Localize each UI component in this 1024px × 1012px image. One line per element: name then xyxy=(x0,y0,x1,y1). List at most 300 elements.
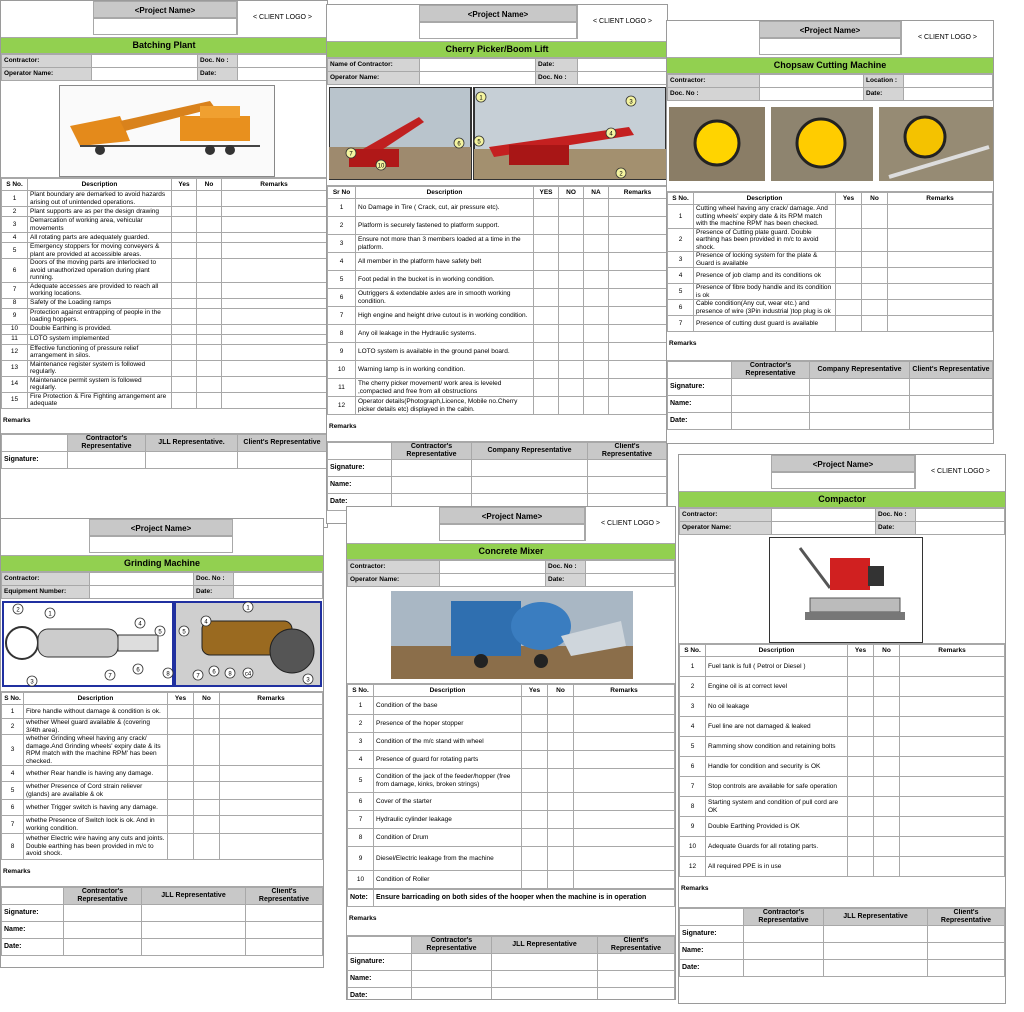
operator-field[interactable] xyxy=(420,72,536,85)
remarks-cell[interactable] xyxy=(574,871,675,889)
check-cell[interactable] xyxy=(584,379,609,397)
check-cell[interactable] xyxy=(534,253,559,271)
remarks-cell[interactable] xyxy=(222,298,327,308)
check-cell[interactable] xyxy=(197,259,222,283)
check-cell[interactable] xyxy=(172,243,197,259)
date-field[interactable] xyxy=(246,939,323,956)
item-number: 10 xyxy=(680,837,706,857)
check-cell[interactable] xyxy=(522,715,548,733)
equipment-label: Equipment Number: xyxy=(2,586,90,599)
check-cell[interactable] xyxy=(534,217,559,235)
remarks-cell[interactable] xyxy=(888,300,993,316)
name-field[interactable] xyxy=(246,922,323,939)
check-cell[interactable] xyxy=(534,379,559,397)
check-cell[interactable] xyxy=(836,228,862,252)
check-cell[interactable] xyxy=(559,253,584,271)
check-cell[interactable] xyxy=(172,334,197,344)
signature-label: Signature: xyxy=(668,379,732,396)
date-field[interactable] xyxy=(910,413,993,430)
date-field[interactable] xyxy=(810,413,910,430)
remarks-cell[interactable] xyxy=(222,308,327,324)
remarks-cell[interactable] xyxy=(574,793,675,811)
check-cell[interactable] xyxy=(197,233,222,243)
check-cell[interactable] xyxy=(584,199,609,217)
remarks-cell[interactable] xyxy=(888,284,993,300)
callout-label: 6 xyxy=(212,669,216,676)
remarks-cell[interactable] xyxy=(222,207,327,217)
remarks-cell[interactable] xyxy=(222,324,327,334)
check-cell[interactable] xyxy=(534,361,559,379)
remarks-cell[interactable] xyxy=(574,829,675,847)
check-cell[interactable] xyxy=(172,217,197,233)
sno-header: S No. xyxy=(680,645,706,657)
remarks-cell[interactable] xyxy=(222,334,327,344)
check-cell[interactable] xyxy=(168,705,194,719)
signature-field[interactable] xyxy=(392,460,472,477)
name-field[interactable] xyxy=(142,922,246,939)
contractor-field[interactable] xyxy=(92,55,198,68)
remarks-cell[interactable] xyxy=(220,766,323,782)
check-cell[interactable] xyxy=(534,307,559,325)
check-cell[interactable] xyxy=(559,307,584,325)
check-cell[interactable] xyxy=(172,392,197,408)
check-cell[interactable] xyxy=(522,751,548,769)
date-field[interactable] xyxy=(578,59,667,72)
check-cell[interactable] xyxy=(522,733,548,751)
check-cell[interactable] xyxy=(584,397,609,415)
check-cell[interactable] xyxy=(848,697,874,717)
name-field[interactable] xyxy=(492,971,598,988)
remarks-cell[interactable] xyxy=(888,268,993,284)
check-cell[interactable] xyxy=(172,298,197,308)
remarks-cell[interactable] xyxy=(220,719,323,735)
signature-field[interactable] xyxy=(492,954,598,971)
check-cell[interactable] xyxy=(559,397,584,415)
check-cell[interactable] xyxy=(874,797,900,817)
item-number: 2 xyxy=(348,715,374,733)
client-logo: < CLIENT LOGO > xyxy=(901,21,993,55)
remarks-cell[interactable] xyxy=(900,657,1005,677)
date-field[interactable] xyxy=(142,939,246,956)
remarks-cell[interactable] xyxy=(900,737,1005,757)
check-cell[interactable] xyxy=(848,857,874,877)
signature-field[interactable] xyxy=(472,460,588,477)
remarks-cell[interactable] xyxy=(220,782,323,800)
date-field[interactable] xyxy=(598,988,675,1001)
check-cell[interactable] xyxy=(197,392,222,408)
name-field[interactable] xyxy=(472,477,588,494)
check-cell[interactable] xyxy=(172,360,197,376)
item-number: 9 xyxy=(328,343,356,361)
check-cell[interactable] xyxy=(836,284,862,300)
check-cell[interactable] xyxy=(862,205,888,229)
remarks-cell[interactable] xyxy=(900,697,1005,717)
check-cell[interactable] xyxy=(197,360,222,376)
signature-field[interactable] xyxy=(910,379,993,396)
date-field[interactable] xyxy=(586,574,675,587)
check-cell[interactable] xyxy=(534,325,559,343)
date-field[interactable] xyxy=(732,413,810,430)
check-cell[interactable] xyxy=(862,228,888,252)
remarks-cell[interactable] xyxy=(220,834,323,860)
date-field[interactable] xyxy=(234,586,323,599)
check-cell[interactable] xyxy=(194,719,220,735)
check-cell[interactable] xyxy=(848,797,874,817)
remarks-cell[interactable] xyxy=(574,733,675,751)
name-field[interactable] xyxy=(588,477,667,494)
remarks-cell[interactable] xyxy=(220,735,323,766)
check-cell[interactable] xyxy=(862,284,888,300)
item-description: The cherry picker movement/ work area is leveled ,compacted and free from all obstructions xyxy=(356,379,534,397)
remarks-cell[interactable] xyxy=(609,379,667,397)
check-cell[interactable] xyxy=(874,677,900,697)
operator-field[interactable] xyxy=(92,68,198,81)
remarks-cell[interactable] xyxy=(220,705,323,719)
contractor-field[interactable] xyxy=(420,59,536,72)
check-cell[interactable] xyxy=(522,811,548,829)
check-cell[interactable] xyxy=(522,871,548,889)
remarks-cell[interactable] xyxy=(574,751,675,769)
check-cell[interactable] xyxy=(862,300,888,316)
check-cell[interactable] xyxy=(874,857,900,877)
doc-no-field[interactable] xyxy=(760,88,864,101)
remarks-cell[interactable] xyxy=(220,816,323,834)
checklist-row xyxy=(2,719,323,735)
contractor-field[interactable] xyxy=(440,561,546,574)
checklist-row xyxy=(2,243,327,259)
signature-field[interactable] xyxy=(810,379,910,396)
remarks-cell[interactable] xyxy=(609,199,667,217)
remarks-cell[interactable] xyxy=(222,217,327,233)
check-cell[interactable] xyxy=(584,235,609,253)
check-cell[interactable] xyxy=(584,325,609,343)
check-cell[interactable] xyxy=(197,207,222,217)
name-field[interactable] xyxy=(928,943,1005,960)
check-cell[interactable] xyxy=(848,757,874,777)
doc-no-field[interactable] xyxy=(586,561,675,574)
checklist-row xyxy=(2,735,323,766)
date-field[interactable] xyxy=(412,988,492,1001)
check-cell[interactable] xyxy=(522,829,548,847)
check-cell[interactable] xyxy=(836,205,862,229)
date-field[interactable] xyxy=(64,939,142,956)
remarks-cell[interactable] xyxy=(574,769,675,793)
check-cell[interactable] xyxy=(584,253,609,271)
check-cell[interactable] xyxy=(172,324,197,334)
remarks-cell[interactable] xyxy=(900,857,1005,877)
check-cell[interactable] xyxy=(862,316,888,332)
signature-field[interactable] xyxy=(238,451,327,468)
remarks-cell[interactable] xyxy=(900,757,1005,777)
check-cell[interactable] xyxy=(548,871,574,889)
check-cell[interactable] xyxy=(584,289,609,307)
check-cell[interactable] xyxy=(197,324,222,334)
signature-field[interactable] xyxy=(246,905,323,922)
check-cell[interactable] xyxy=(584,217,609,235)
date-field[interactable] xyxy=(492,988,598,1001)
remarks-cell[interactable] xyxy=(220,800,323,816)
check-cell[interactable] xyxy=(168,816,194,834)
check-cell[interactable] xyxy=(548,733,574,751)
doc-no-field[interactable] xyxy=(578,72,667,85)
project-name: <Project Name> xyxy=(89,519,233,536)
remarks-cell[interactable] xyxy=(574,811,675,829)
remarks-cell[interactable] xyxy=(900,717,1005,737)
check-cell[interactable] xyxy=(559,379,584,397)
date-field[interactable] xyxy=(916,522,1005,535)
check-cell[interactable] xyxy=(874,837,900,857)
check-cell[interactable] xyxy=(874,777,900,797)
check-cell[interactable] xyxy=(197,298,222,308)
name-field[interactable] xyxy=(412,971,492,988)
name-field[interactable] xyxy=(598,971,675,988)
item-number: 12 xyxy=(2,344,28,360)
contractor-field[interactable] xyxy=(760,75,864,88)
remarks-cell[interactable] xyxy=(222,259,327,283)
check-cell[interactable] xyxy=(197,344,222,360)
remarks-cell[interactable] xyxy=(222,243,327,259)
name-field[interactable] xyxy=(732,396,810,413)
client-rep-header: Client's Representative xyxy=(588,443,667,460)
batching-plant-image xyxy=(59,85,275,177)
check-cell[interactable] xyxy=(168,800,194,816)
check-cell[interactable] xyxy=(168,735,194,766)
check-cell[interactable] xyxy=(559,289,584,307)
doc-no-field[interactable] xyxy=(234,573,323,586)
check-cell[interactable] xyxy=(197,282,222,298)
check-cell[interactable] xyxy=(874,717,900,737)
remarks-cell[interactable] xyxy=(900,797,1005,817)
check-cell[interactable] xyxy=(194,834,220,860)
name-field[interactable] xyxy=(744,943,824,960)
check-cell[interactable] xyxy=(548,751,574,769)
remarks-cell[interactable] xyxy=(888,205,993,229)
check-cell[interactable] xyxy=(522,769,548,793)
signature-field[interactable] xyxy=(64,905,142,922)
item-description: Starting system and condition of pull cord are OK xyxy=(706,797,848,817)
item-number: 11 xyxy=(328,379,356,397)
check-cell[interactable] xyxy=(534,397,559,415)
equipment-field[interactable] xyxy=(90,586,194,599)
check-cell[interactable] xyxy=(848,777,874,797)
check-cell[interactable] xyxy=(194,766,220,782)
signature-field[interactable] xyxy=(928,926,1005,943)
check-cell[interactable] xyxy=(559,343,584,361)
remarks-cell[interactable] xyxy=(609,397,667,415)
signature-field[interactable] xyxy=(142,905,246,922)
remarks-cell[interactable] xyxy=(888,228,993,252)
check-cell[interactable] xyxy=(548,811,574,829)
check-cell[interactable] xyxy=(862,268,888,284)
name-field[interactable] xyxy=(910,396,993,413)
name-field[interactable] xyxy=(810,396,910,413)
date-field[interactable] xyxy=(238,68,327,81)
project-name-blank xyxy=(419,22,577,39)
check-cell[interactable] xyxy=(522,847,548,871)
signature-field[interactable] xyxy=(146,451,238,468)
name-field[interactable] xyxy=(392,477,472,494)
name-field[interactable] xyxy=(824,943,928,960)
check-cell[interactable] xyxy=(836,300,862,316)
check-cell[interactable] xyxy=(848,737,874,757)
check-cell[interactable] xyxy=(534,271,559,289)
remarks-cell[interactable] xyxy=(222,233,327,243)
check-cell[interactable] xyxy=(874,697,900,717)
item-number: 2 xyxy=(668,228,694,252)
check-cell[interactable] xyxy=(559,271,584,289)
signature-field[interactable] xyxy=(732,379,810,396)
check-cell[interactable] xyxy=(559,235,584,253)
check-cell[interactable] xyxy=(874,817,900,837)
signature-field[interactable] xyxy=(68,451,146,468)
date-field[interactable] xyxy=(904,88,993,101)
check-cell[interactable] xyxy=(168,834,194,860)
check-cell[interactable] xyxy=(848,717,874,737)
operator-field[interactable] xyxy=(772,522,876,535)
signature-field[interactable] xyxy=(588,460,667,477)
check-cell[interactable] xyxy=(584,343,609,361)
remarks-cell[interactable] xyxy=(609,235,667,253)
signature-field[interactable] xyxy=(744,926,824,943)
remarks-cell[interactable] xyxy=(609,271,667,289)
check-cell[interactable] xyxy=(194,800,220,816)
item-description: Handle for condition and security is OK xyxy=(706,757,848,777)
remarks-cell[interactable] xyxy=(609,253,667,271)
check-cell[interactable] xyxy=(548,697,574,715)
remarks-cell[interactable] xyxy=(888,316,993,332)
check-cell[interactable] xyxy=(559,217,584,235)
remarks-cell[interactable] xyxy=(900,677,1005,697)
check-cell[interactable] xyxy=(848,657,874,677)
signature-field[interactable] xyxy=(412,954,492,971)
check-cell[interactable] xyxy=(172,344,197,360)
remarks-cell[interactable] xyxy=(609,361,667,379)
check-cell[interactable] xyxy=(194,782,220,800)
check-cell[interactable] xyxy=(172,191,197,207)
check-cell[interactable] xyxy=(874,737,900,757)
remarks-label: Remarks xyxy=(349,915,377,922)
check-cell[interactable] xyxy=(534,199,559,217)
check-cell[interactable] xyxy=(172,376,197,392)
check-cell[interactable] xyxy=(548,847,574,871)
check-cell[interactable] xyxy=(534,343,559,361)
doc-no-field[interactable] xyxy=(916,509,1005,522)
name-field[interactable] xyxy=(64,922,142,939)
signature-field[interactable] xyxy=(598,954,675,971)
contractor-field[interactable] xyxy=(772,509,876,522)
check-cell[interactable] xyxy=(194,735,220,766)
check-cell[interactable] xyxy=(534,289,559,307)
check-cell[interactable] xyxy=(194,705,220,719)
check-cell[interactable] xyxy=(848,817,874,837)
check-cell[interactable] xyxy=(197,376,222,392)
check-cell[interactable] xyxy=(168,782,194,800)
location-field[interactable] xyxy=(904,75,993,88)
remarks-cell[interactable] xyxy=(222,376,327,392)
check-cell[interactable] xyxy=(848,677,874,697)
check-cell[interactable] xyxy=(522,793,548,811)
remarks-cell[interactable] xyxy=(574,697,675,715)
date-field[interactable] xyxy=(928,960,1005,977)
check-cell[interactable] xyxy=(548,715,574,733)
check-cell[interactable] xyxy=(197,243,222,259)
check-cell[interactable] xyxy=(197,334,222,344)
check-cell[interactable] xyxy=(548,793,574,811)
check-cell[interactable] xyxy=(836,316,862,332)
check-cell[interactable] xyxy=(559,361,584,379)
remarks-cell[interactable] xyxy=(574,715,675,733)
remarks-cell[interactable] xyxy=(609,325,667,343)
check-cell[interactable] xyxy=(197,217,222,233)
check-cell[interactable] xyxy=(172,259,197,283)
note-table xyxy=(347,889,675,907)
item-number: 2 xyxy=(328,217,356,235)
remarks-cell[interactable] xyxy=(900,817,1005,837)
doc-no-field[interactable] xyxy=(238,55,327,68)
date-field[interactable] xyxy=(744,960,824,977)
remarks-cell[interactable] xyxy=(222,392,327,408)
check-cell[interactable] xyxy=(172,282,197,298)
jll-rep-header: JLL Representative xyxy=(492,937,598,954)
check-cell[interactable] xyxy=(172,233,197,243)
remarks-cell[interactable] xyxy=(609,307,667,325)
check-cell[interactable] xyxy=(548,829,574,847)
check-cell[interactable] xyxy=(168,719,194,735)
item-number: 7 xyxy=(680,777,706,797)
check-cell[interactable] xyxy=(197,308,222,324)
remarks-cell[interactable] xyxy=(900,777,1005,797)
remarks-cell[interactable] xyxy=(222,191,327,207)
check-cell[interactable] xyxy=(172,308,197,324)
note-text: Ensure barricading on both sides of the hooper when the machine is in operation xyxy=(374,890,675,907)
item-description: Hydraulic cylinder leakage xyxy=(374,811,522,829)
date-field[interactable] xyxy=(824,960,928,977)
check-cell[interactable] xyxy=(874,657,900,677)
operator-field[interactable] xyxy=(440,574,546,587)
check-cell[interactable] xyxy=(584,271,609,289)
check-cell[interactable] xyxy=(862,252,888,268)
remarks-cell[interactable] xyxy=(574,847,675,871)
remarks-cell[interactable] xyxy=(900,837,1005,857)
signature-field[interactable] xyxy=(824,926,928,943)
remarks-cell[interactable] xyxy=(222,344,327,360)
check-cell[interactable] xyxy=(836,268,862,284)
check-cell[interactable] xyxy=(559,325,584,343)
remarks-cell[interactable] xyxy=(609,217,667,235)
check-cell[interactable] xyxy=(197,191,222,207)
remarks-cell[interactable] xyxy=(609,343,667,361)
check-cell[interactable] xyxy=(559,199,584,217)
remarks-cell[interactable] xyxy=(222,282,327,298)
check-cell[interactable] xyxy=(848,837,874,857)
remarks-cell[interactable] xyxy=(609,289,667,307)
remarks-cell[interactable] xyxy=(888,252,993,268)
contractor-field[interactable] xyxy=(90,573,194,586)
remarks-cell[interactable] xyxy=(222,360,327,376)
check-cell[interactable] xyxy=(168,766,194,782)
check-cell[interactable] xyxy=(172,207,197,217)
check-cell[interactable] xyxy=(874,757,900,777)
description-header: Description xyxy=(28,179,172,191)
check-cell[interactable] xyxy=(584,307,609,325)
check-cell[interactable] xyxy=(584,361,609,379)
check-cell[interactable] xyxy=(194,816,220,834)
check-cell[interactable] xyxy=(836,252,862,268)
check-cell[interactable] xyxy=(548,769,574,793)
check-cell[interactable] xyxy=(534,235,559,253)
check-cell[interactable] xyxy=(522,697,548,715)
sheet-title: Compactor xyxy=(679,492,1005,508)
